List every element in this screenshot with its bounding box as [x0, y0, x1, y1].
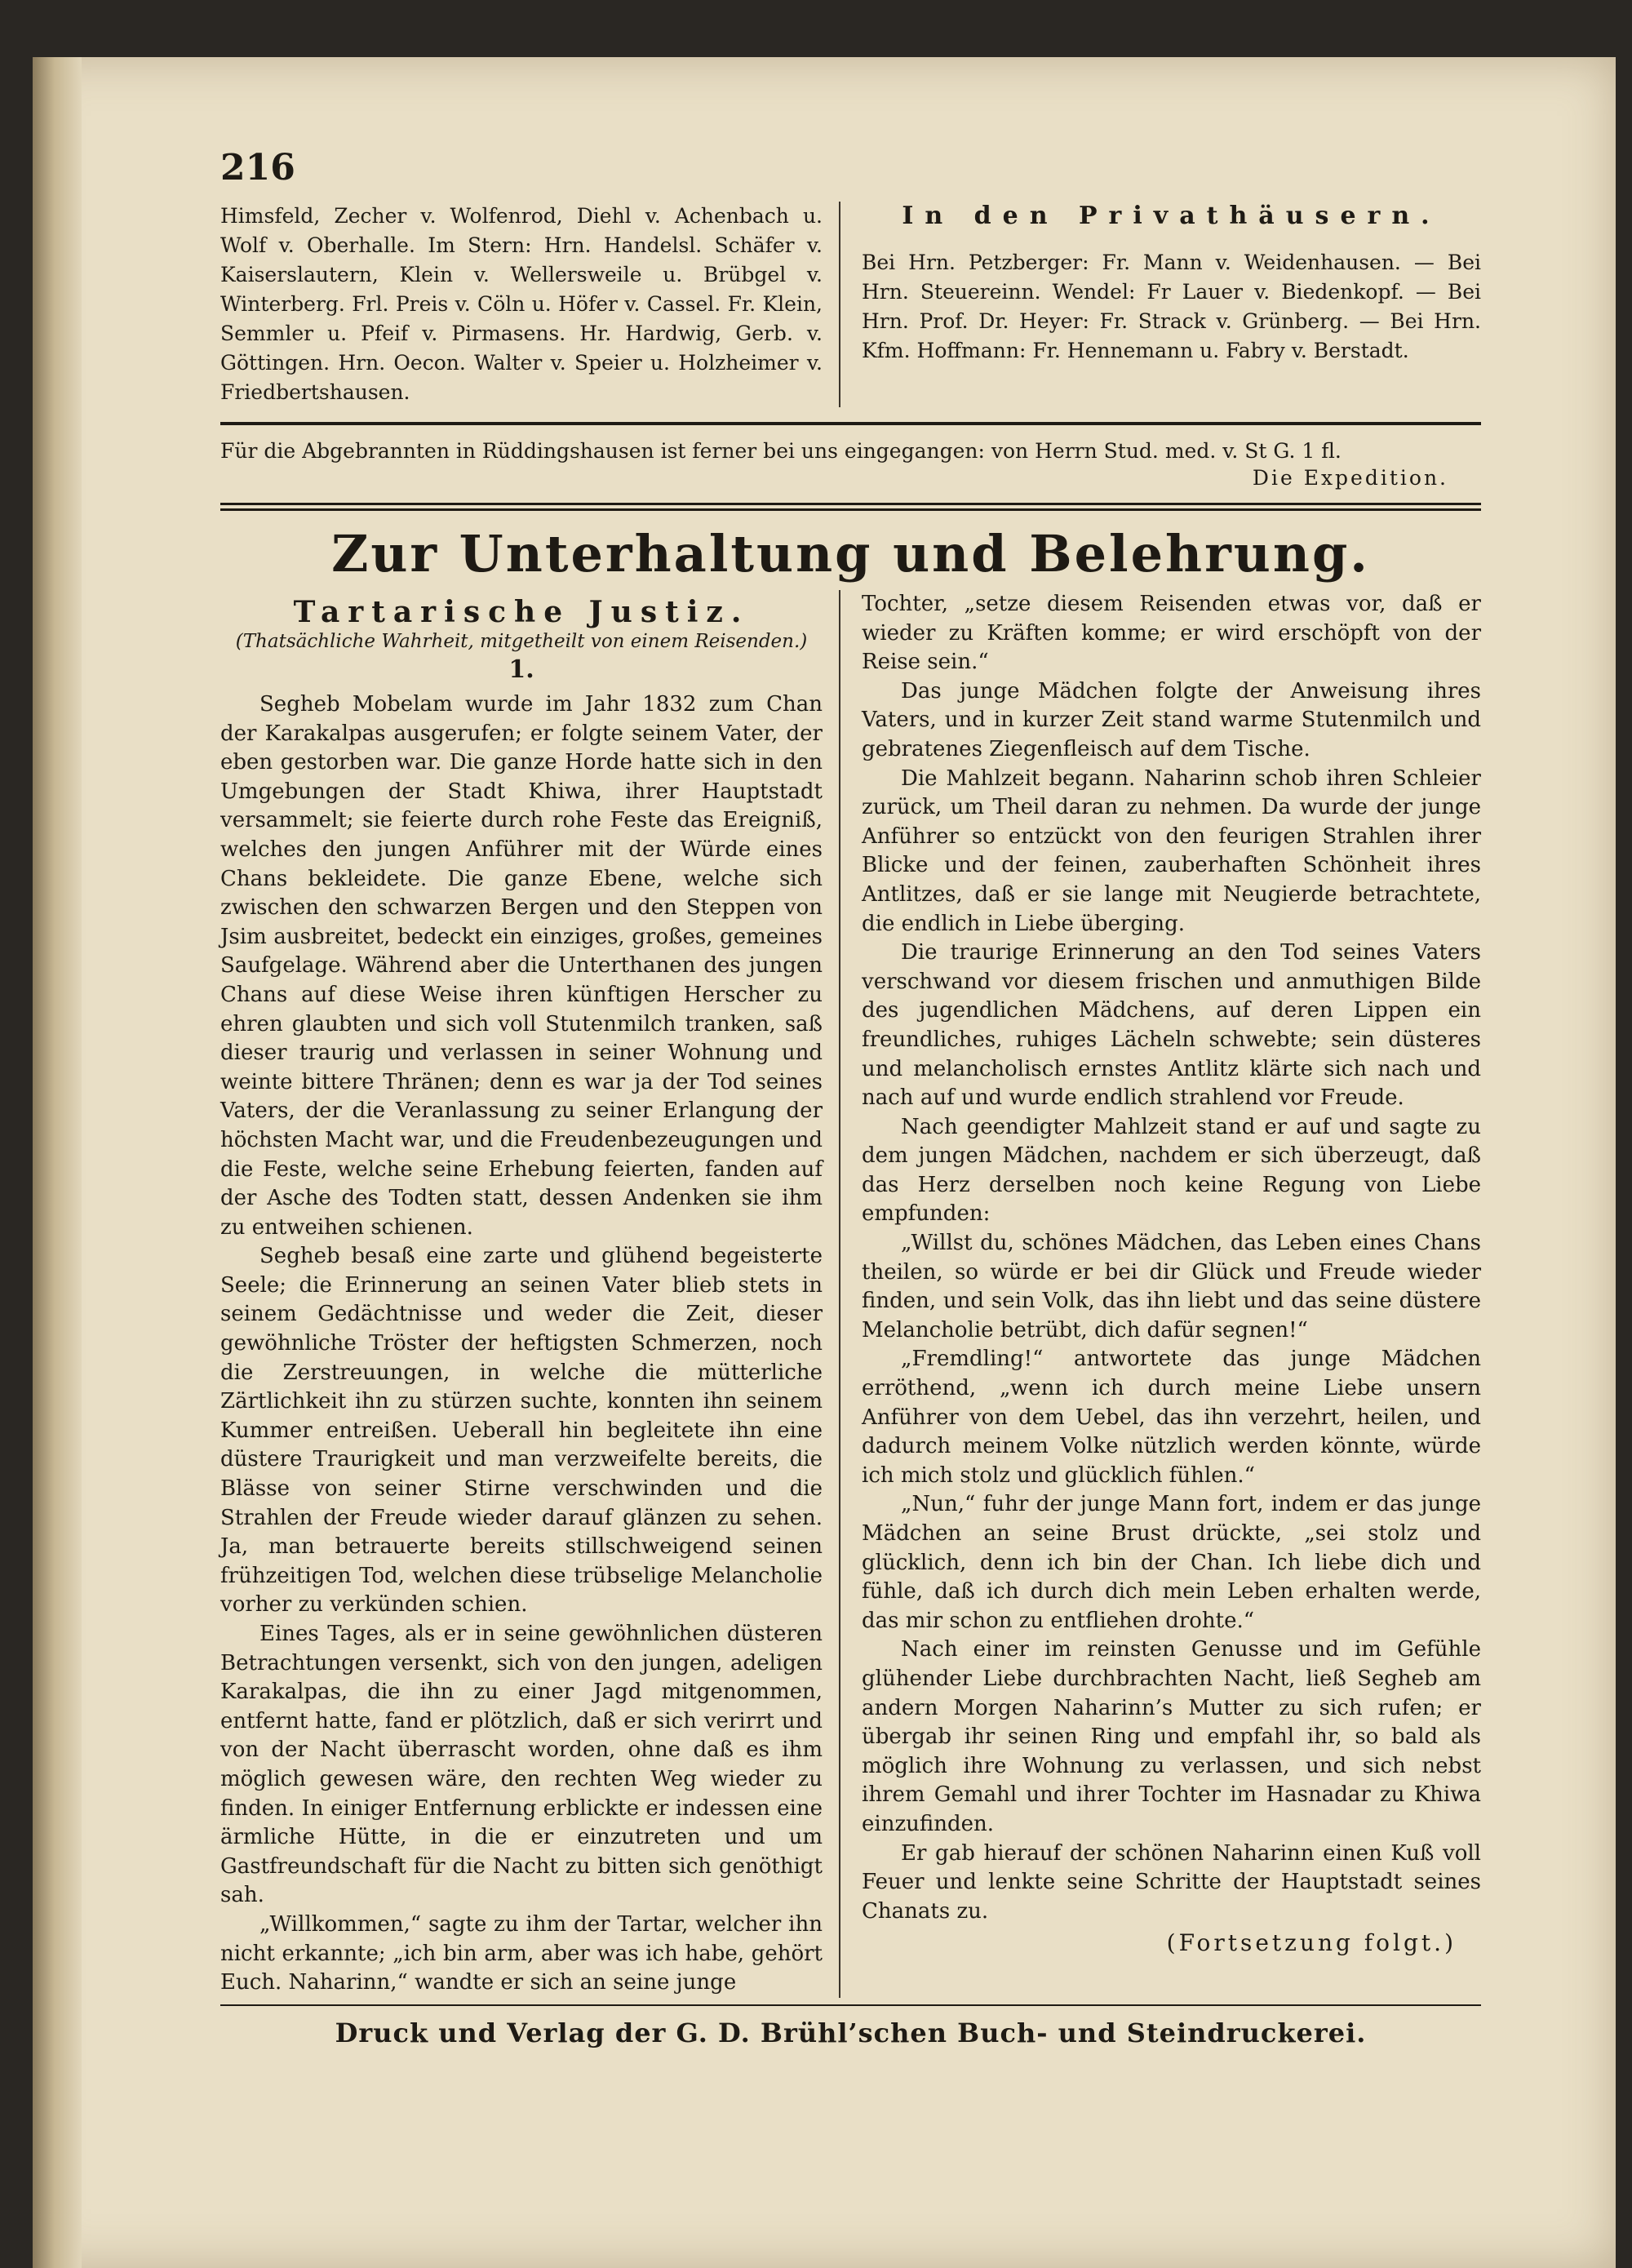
article-paragraph: Eines Tages, als er in seine gewöhnlichen düsteren Betrachtungen versenkt, sich von den jungen, adeligen Karakalpas, die ihn zu einer Jagd mitgenommen, entfernt hatte, fand er plötzlich, daß er sich verirrt und von der Nacht überrascht worden, ohne daß es ihm möglich gewesen wäre, den rechten Weg wieder zu finden. In einiger Entfernung erblickte er indessen eine ärmliche Hütte, in die er einzutreten und um Gastfreundschaft für die Nacht zu bitten sich genöthigt sah. — [220, 1622, 823, 1908]
article-paragraph: „Fremdling!“ antwortete das junge Mädchen erröthend, „wenn ich durch meine Liebe unsern Anführer von dem Uebel, das ihn verzehrt, heilen, und dadurch meinem Volke nützlich werden könnte, würde ich mich stolz und glücklich fühlen.“ — [862, 1347, 1481, 1488]
article-subtitle: (Thatsächliche Wahrheit, mitgetheilt von einem Reisenden.) — [235, 631, 808, 652]
article-paragraph: „Willkommen,“ sagte zu ihm der Tartar, welcher ihn nicht erkannte; „ich bin arm, aber was ich habe, gehört Euch. Naharinn,“ wandte er sich an seine junge — [220, 1911, 823, 1995]
article-title: Tartarische Justiz. — [293, 595, 750, 629]
donation-notice: Für die Abgebrannten in Rüddingshausen ist ferner bei uns eingegangen: von Herrn Stud. med. v. St G. 1 fl. — [220, 439, 1342, 463]
article-paragraph: „Nun,“ fuhr der junge Mann fort, indem er das junge Mädchen an seine Brust drückte, „sei stolz und glücklich, denn ich bin der Chan. Ich liebe dich und fühle, daß ich durch dich mein Leben erhalten werde, das mir schon zu entfliehen drohte.“ — [862, 1492, 1481, 1633]
article-paragraph: „Willst du, schönes Mädchen, das Leben eines Chans theilen, so würde er bei dir Glück und Freude wieder finden, und sein Volk, das ihn liebt und das seine düstere Melancholie betrübt, dich dafür segnen!“ — [862, 1231, 1481, 1343]
article-right-column — [840, 590, 1481, 1998]
continuation-note: (Fortsetzung folgt.) — [1166, 1929, 1457, 1957]
article-columns — [220, 590, 1481, 1998]
article-paragraph: Segheb besaß eine zarte und glühend begeisterte Seele; die Erinnerung an seinen Vater blieb stets in seinem Gedächtnisse und weder die Zeit, dieser gewöhnliche Tröster der heftigsten Schmerzen, noch die Zerstreuungen, in welche die mütterliche Zärtlichkeit ihn zu stürzen suchte, konnten ihn seinem Kummer entreißen. Ueberall hin begleitete ihn eine düstere Traurigkeit und man verzweifelte bereits, die Blässe von seiner Stirne verschwinden und die Strahlen der Freude wieder darauf glänzen zu sehen. Ja, man betrauerte bereits stillschweigend seinen frühzeitigen Tod, welchen diese trübselige Melancholie vorher zu verkünden schien. — [220, 1244, 823, 1618]
privat-heading: In den Privathäusern. — [902, 202, 1441, 230]
article-paragraph: Tochter, „setze diesem Reisenden etwas vor, daß er wieder zu Kräften komme; er wird erschöpft von der Reise sein.“ — [862, 592, 1481, 675]
footer-divider — [220, 2004, 1481, 2006]
article-paragraph: Die Mahlzeit begann. Naharinn schob ihren Schleier zurück, um Theil daran zu nehmen. Da wurde der junge Anführer so entzückt von den feurigen Strahlen ihrer Blicke und der feinen, zauberhaften Schönheit ihres Antlitzes, daß er sie lange mit Neugierde betrachtete, die endlich in Liebe überging. — [862, 766, 1481, 936]
article-paragraph: Nach einer im reinsten Genusse und im Gefühle glühender Liebe durchbrachten Nacht, ließ Segheb am andern Morgen Naharinn’s Mutter zu sich rufen; er übergab ihr seinen Ring und empfahl ihr, so bald als möglich ihre Wohnung zu verlassen, und sich nebst ihrem Gemahl und ihrer Tochter im Hasnadar zu Khiwa einzufinden. — [862, 1637, 1481, 1836]
double-divider — [220, 503, 1481, 511]
article-left-column — [220, 590, 840, 1998]
page-number: 216 — [220, 147, 295, 189]
article-paragraph: Das junge Mädchen folgte der Anweisung ihres Vaters, und in kurzer Zeit stand warme Stutenmilch und gebratenes Ziegenfleisch auf dem Tische. — [862, 678, 1481, 761]
article-paragraph: Er gab hierauf der schönen Naharinn einen Kuß voll Feuer und lenkte seine Schritte der Hauptstadt seines Chanats zu. — [862, 1840, 1481, 1924]
arrivals-left-column — [220, 202, 840, 407]
page-content — [220, 147, 1481, 2048]
donation-signature: Die Expedition. — [1252, 466, 1448, 490]
book-spine — [33, 57, 82, 2268]
arrivals-section — [220, 202, 1481, 407]
privat-text: Bei Hrn. Petzberger: Fr. Mann v. Weidenhausen. — Bei Hrn. Steuereinn. Wendel: Fr Lauer v. Biedenkopf. — Bei Hrn. Prof. Dr. Heyer: Fr. Strack v. Grünberg. — Bei Hrn. Kfm. Hoffmann: Fr. Hennemann u. Fabry v. Berstadt. — [862, 251, 1481, 362]
arrivals-left-text: Himsfeld, Zecher v. Wolfenrod, Diehl v. Achenbach u. Wolf v. Oberhalle. Im Stern: Hrn. Handelsl. Schäfer v. Kaiserslautern, Klein v. Wellersweile u. Brübgel v. Winterberg. Frl. Preis v. Cöln u. Höfer v. Cassel. Fr. Klein, Semmler u. Pfeif v. Pirmasens. Hr. Hardwig, Gerb. v. Göttingen. Hrn. Oecon. Walter v. Speier u. Holzheimer v. Friedbertshausen. — [220, 204, 823, 404]
newspaper-page — [33, 57, 1616, 2268]
printer-imprint: Druck und Verlag der G. D. Brühl’schen Buch- und Steindruckerei. — [335, 2017, 1367, 2048]
section-title: Zur Unterhaltung und Belehrung. — [331, 524, 1370, 584]
arrivals-right-column — [840, 202, 1481, 407]
article-paragraph: Segheb Mobelam wurde im Jahr 1832 zum Chan der Karakalpas ausgerufen; er folgte seinem Vater, der eben gestorben war. Die ganze Horde hatte sich in den Umgebungen der Stadt Khiwa, ihrer Hauptstadt versammelt; sie feierte durch rohe Feste das Ereigniß, welches den jungen Anführer mit der Würde eines Chans bekleidete. Die ganze Ebene, welche sich zwischen den schwarzen Bergen und den Steppen von Jsim ausbreitet, bedeckt ein einziges, großes, gemeines Saufgelage. Während aber die Unterthanen des jungen Chans auf diese Weise ihren künftigen Herscher zu ehren glaubten und sich voll Stutenmilch tranken, saß dieser traurig und verlassen in seiner Wohnung und weinte bittere Thränen; denn es war ja der Tod seines Vaters, der die Veranlassung zu seiner Erlangung der höchsten Macht war, und die Freudenbezeugungen und die Feste, welche seine Erhebung feierten, fanden auf der Asche des Todten statt, dessen Andenken sie ihm zu entweihen schienen. — [220, 692, 823, 1240]
section-divider — [220, 422, 1481, 425]
article-paragraph: Die traurige Erinnerung an den Tod seines Vaters verschwand vor diesem frischen und anmuthigen Bilde des jugendlichen Mädchens, auf deren Lippen ein freundliches, ruhiges Lächeln schwebte; sein düsteres und melancholisch ernstes Antlitz klärte sich nach und nach auf und wurde endlich strahlend vor Freude. — [862, 940, 1481, 1111]
article-paragraph: Nach geendigter Mahlzeit stand er auf und sagte zu dem jungen Mädchen, nachdem er sich überzeugt, daß das Herz derselben noch keine Regung von Liebe empfunden: — [862, 1114, 1481, 1227]
article-number: 1. — [508, 655, 534, 684]
